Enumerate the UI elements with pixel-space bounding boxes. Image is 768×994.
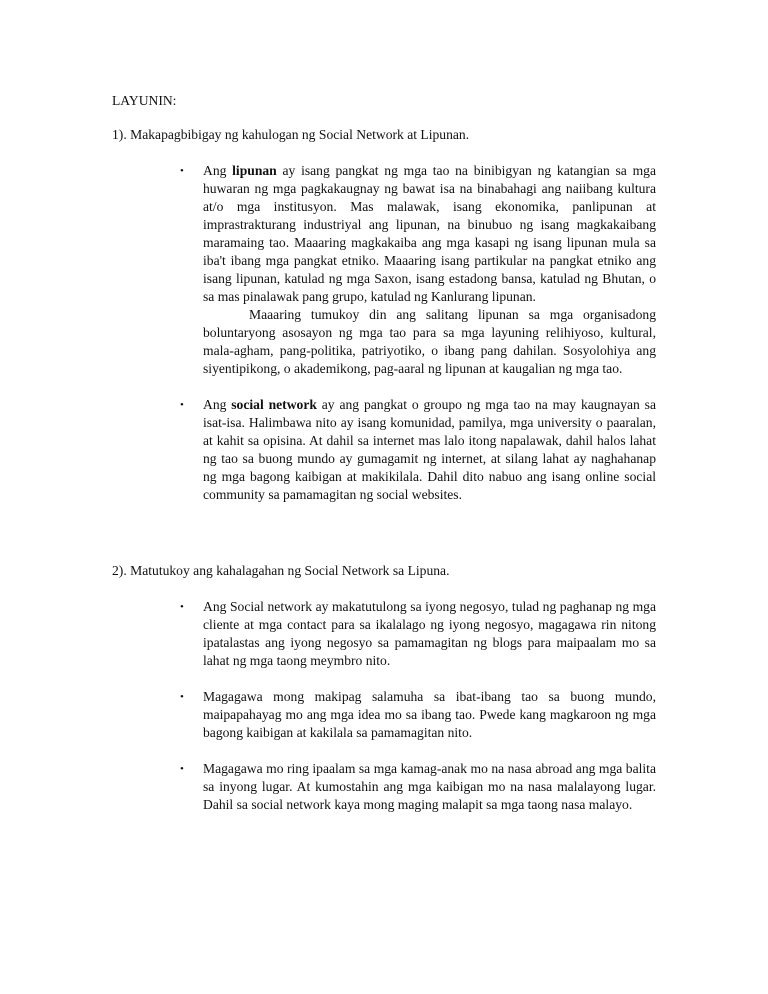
bullet-dot-icon: • <box>180 601 184 613</box>
bold-term: lipunan <box>232 163 277 178</box>
bullet-item <box>180 162 656 378</box>
bullet-dot-icon: • <box>180 691 184 703</box>
bullet-dot-icon: • <box>180 763 184 775</box>
objective-2-bullets <box>180 598 656 814</box>
bullet-paragraph: Magagawa mong makipag salamuha sa ibat-ibang tao sa buong mundo, maipapahayag mo ang mga idea mo sa ibang tao. Pwede kang magkaroon ng mga bagong kaibigan at kakilala sa pamamagitan nito. <box>203 689 656 740</box>
bullet-paragraph: Ang lipunan ay isang pangkat ng mga tao na binibigyan ng katangian sa mga huwaran ng mga pagkakaugnay ng bawat isa na binabahagi ang naiibang kultura at/o mga institusyon. Mas malawak, isang ekonomika, panlipunan at imprastrakturang industriyal ang lipunan, na binubuo ng isang magkakaibang maramaing tao. Maaaring magkakaiba ang mga kasapi ng isang lipunan mula sa iba't ibang mga pangkat etniko. Maaaring isang partikular na pangkat etniko ang isang lipunan, katulad ng mga Saxon, isang estadong bansa, katulad ng Bhutan, o sa mas pinalawak pang grupo, katulad ng Kanlurang lipunan. <box>203 163 656 304</box>
bullet-paragraph: Ang social network ay ang pangkat o groupo ng mga tao na may kaugnayan sa isat-isa. Halimbawa nito ay isang komunidad, pamilya, mga university o paaralan, at kahit sa opisina. At dahil sa internet mas lalo itong napalawak, dahil halos lahat ng tao sa buong mundo ay gumagamit ng internet, at silang lahat ay naghahanap ng mga bagong kaibigan at makikilala. Dahil dito nabuo ang isang online social community sa pamamagitan ng social websites. <box>203 397 656 502</box>
objective-1-title: 1). Makapagbibigay ng kahulogan ng Social Network at Lipunan. <box>112 127 470 142</box>
bullet-item <box>180 688 656 742</box>
bullet-item <box>180 396 656 504</box>
bullet-paragraph: Magagawa mo ring ipaalam sa mga kamag-anak mo na nasa abroad ang mga balita sa inyong lugar. At kumostahin ang mga kaibigan mo na nasa malalayong lugar. Dahil sa social network kaya mong maging malapit sa mga taong nasa malayo. <box>203 761 656 812</box>
bullet-paragraph: Ang Social network ay makatutulong sa iyong negosyo, tulad ng paghanap ng mga cliente at mga contact para sa ikalalago ng iyong negosyo, magagawa rin nitong ipatalastas ang iyong negosyo sa pamamagitan ng blogs para maipaalam mo sa lahat ng mga taong meymbro nito. <box>203 599 656 668</box>
bullet-dot-icon: • <box>180 399 184 411</box>
bullet-item <box>180 760 656 814</box>
bullet-paragraph: Maaaring tumukoy din ang salitang lipunan sa mga organisadong boluntaryong asosayon ng mga tao para sa mga layuning relihiyoso, kultural, mala-agham, pang-politika, patriyotiko, o ibang pang dahilan. Sosyolohiya ang siyentipikong, o akademikong, pag-aaral ng lipunan at kaugalian ng mga tao. <box>203 307 656 376</box>
objective-2-title: 2). Matutukoy ang kahalagahan ng Social Network sa Lipuna. <box>112 563 450 578</box>
objective-1-bullets <box>180 162 656 504</box>
bold-term: social network <box>231 397 317 412</box>
bullet-item <box>180 598 656 670</box>
bullet-dot-icon: • <box>180 165 184 177</box>
page-heading: LAYUNIN: <box>112 93 177 108</box>
